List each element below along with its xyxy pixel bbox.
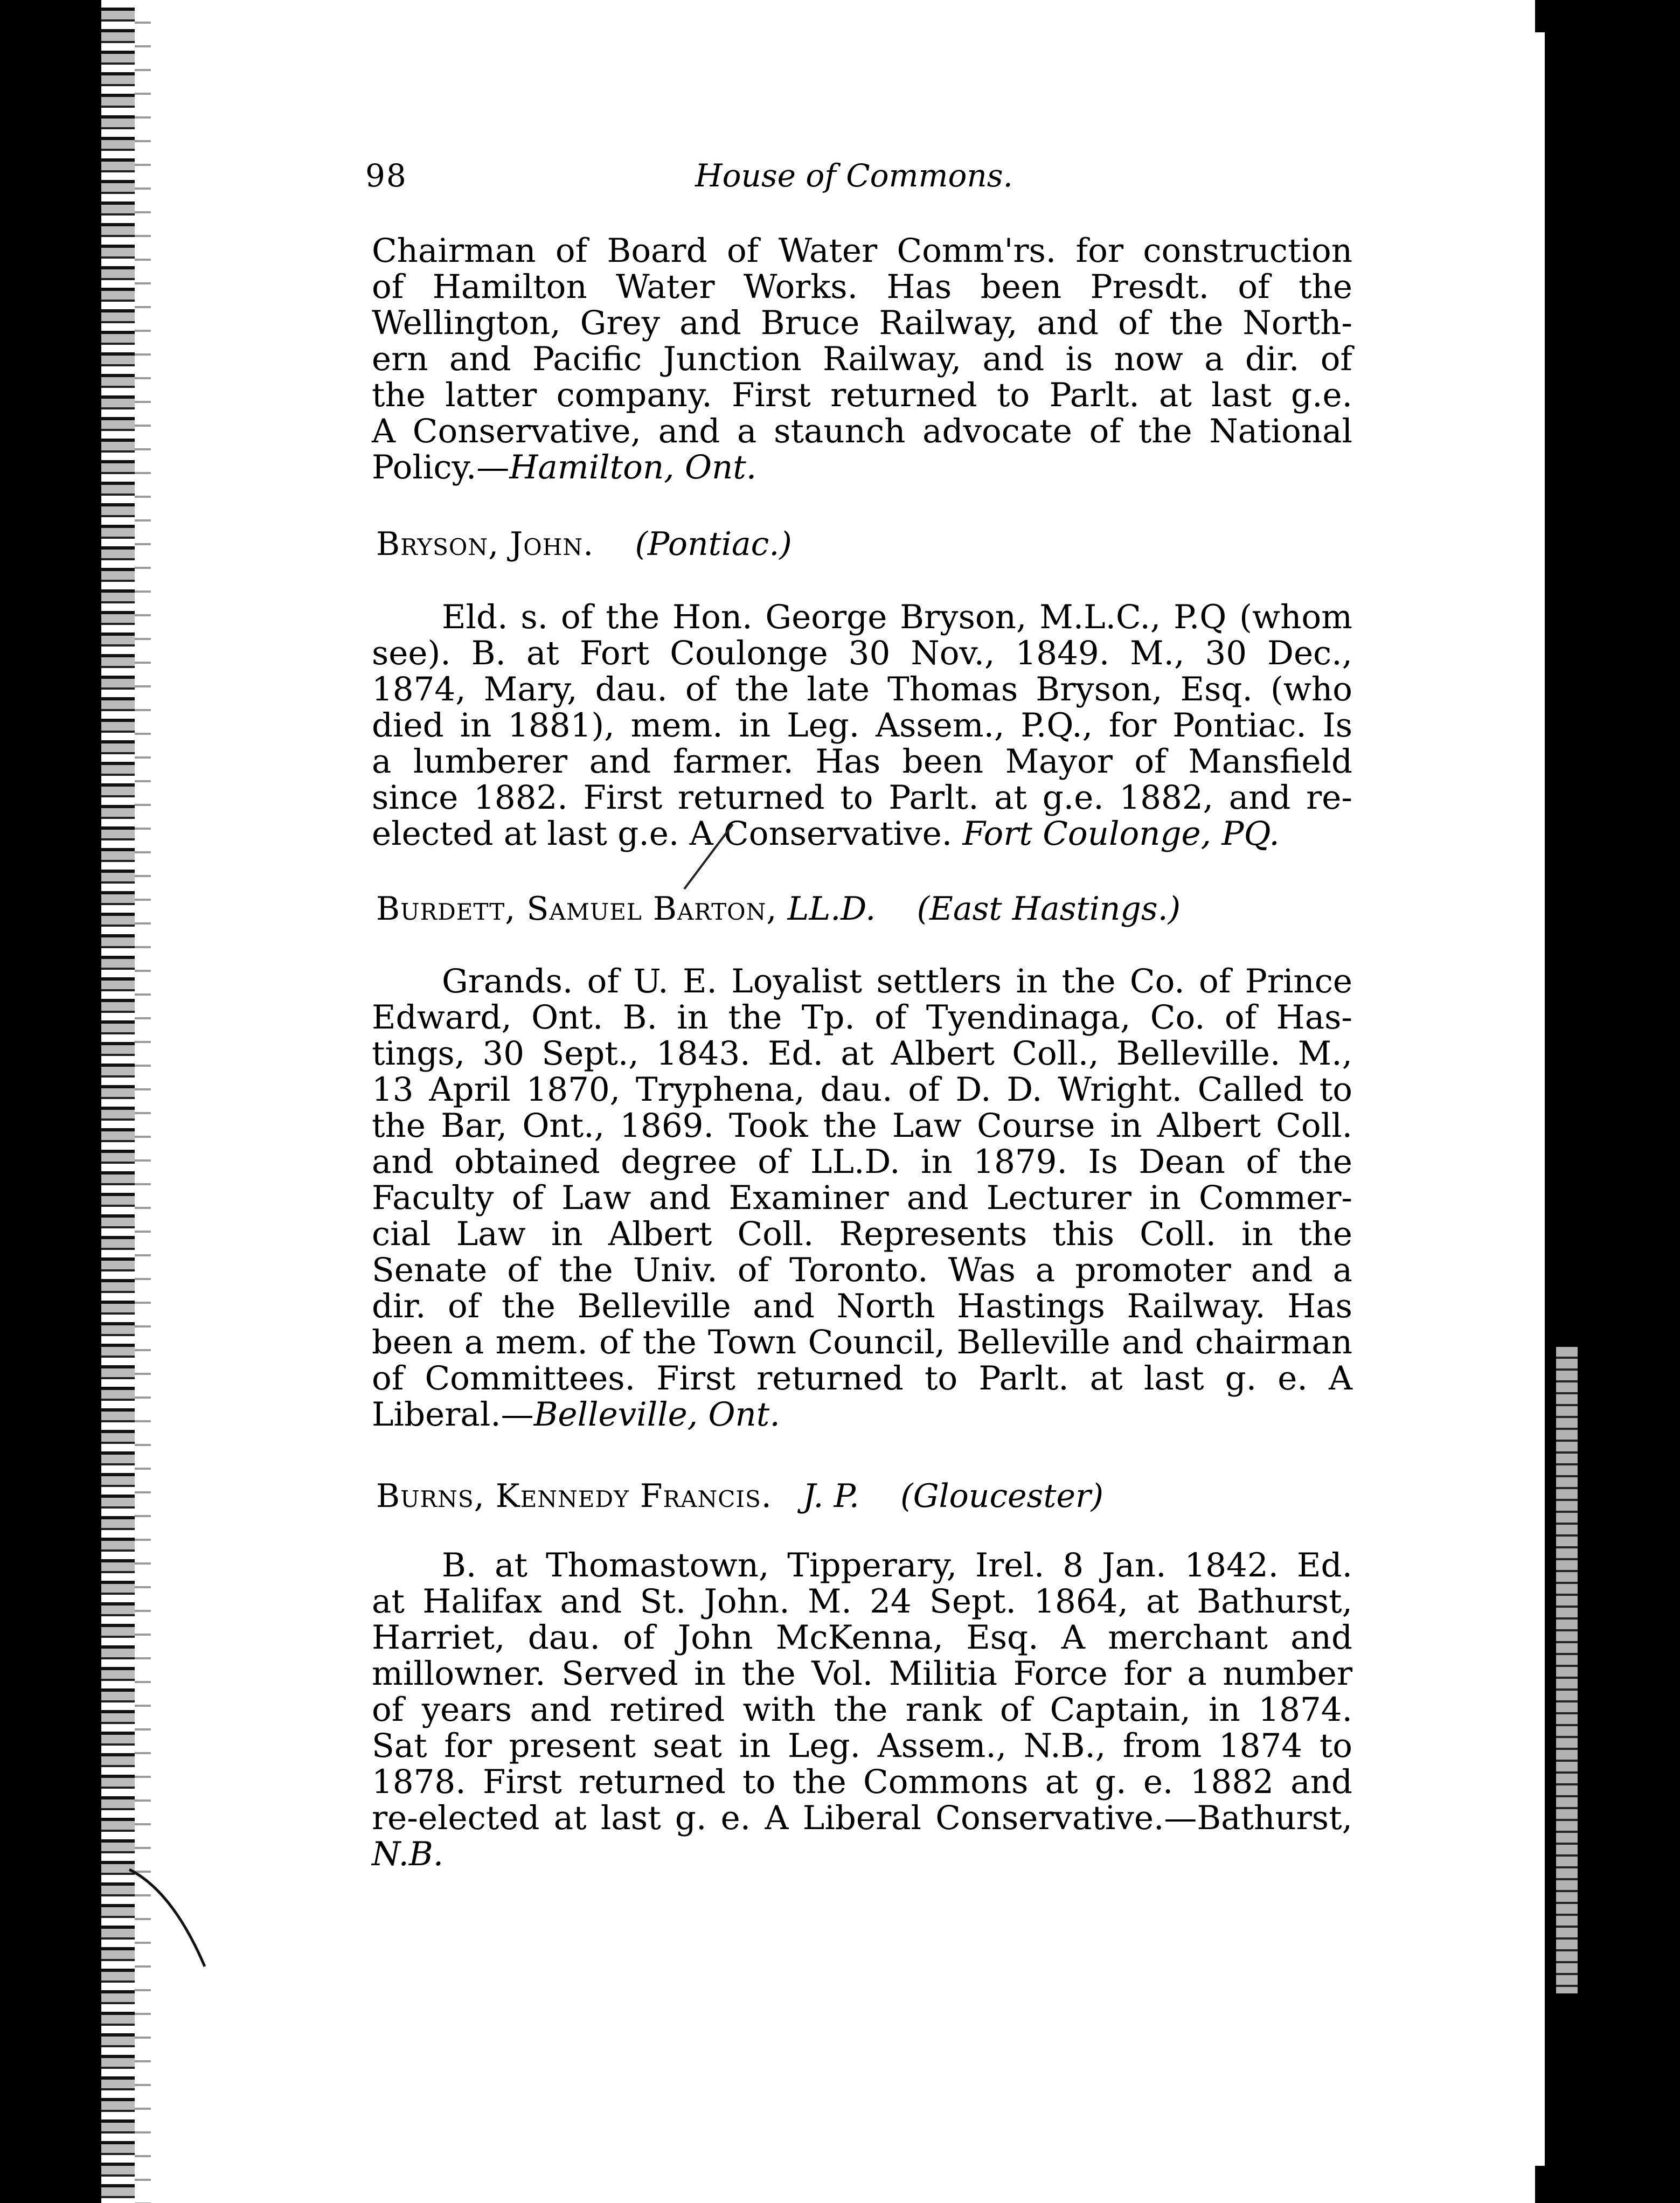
text-line: Harriet, dau. of John McKenna, Esq. A merchant and (372, 1618, 1352, 1657)
text-line: 1878. First returned to the Commons at g. e. 1882 and (372, 1763, 1352, 1801)
text-line: 13 April 1870, Tryphena, dau. of D. D. Wright. Called to (372, 1071, 1352, 1109)
text-line: Sat for present seat in Leg. Assem., N.B., from 1874 to (372, 1727, 1352, 1765)
text-line: A Conservative, and a staunch advocate of the National (372, 412, 1352, 450)
entry-heading (376, 1477, 1103, 1515)
degree: LL.D. (787, 890, 876, 928)
text-line: a lumberer and farmer. Has been Mayor of Mansfield (372, 742, 1352, 781)
text-line-last (372, 1836, 1352, 1872)
text-line-last: Policy.—Hamilton, Ont. (372, 448, 757, 487)
member-name: Bryson, John. (376, 525, 594, 563)
text-line: millowner. Served in the Vol. Militia Force for a number (372, 1655, 1352, 1693)
text-line: Eld. s. of the Hon. George Bryson, M.L.C., P.Q (whom (442, 598, 1352, 636)
margin-stroke-mark (124, 1864, 221, 1972)
member-name: Burns, Kennedy Francis. (376, 1477, 772, 1515)
page-number: 98 (365, 157, 407, 194)
text-line-last: Liberal.—Belleville, Ont. (372, 1395, 780, 1434)
text-line: Grands. of U. E. Loyalist settlers in the Co. of Prince (442, 962, 1352, 1000)
residence: Hamilton, Ont. (509, 448, 757, 487)
adjacent-page-edge (1535, 32, 1545, 2166)
text-line: been a mem. of the Town Council, Belleville and chairman (372, 1323, 1352, 1361)
text-line: of Committees. First returned to Parlt. at last g. e. A (372, 1359, 1352, 1398)
entry-paragraph (372, 599, 1352, 852)
entry-heading (376, 890, 1181, 928)
text-line: Wellington, Grey and Bruce Railway, and of the North- (372, 304, 1352, 342)
text-line: at Halifax and St. John. M. 24 Sept. 1864, at Bathurst, (372, 1582, 1352, 1621)
page-stack-edge (1556, 1347, 1578, 1993)
text-line: see). B. at Fort Coulonge 30 Nov., 1849. M., 30 Dec., (372, 634, 1352, 672)
text-line: and obtained degree of LL.D. in 1879. Is Dean of the (372, 1143, 1352, 1181)
member-name: Burdett, Samuel Barton, (376, 890, 777, 928)
entry-paragraph (372, 963, 1352, 1433)
constituency: (Gloucester) (900, 1477, 1104, 1515)
text-line: tings, 30 Sept., 1843. Ed. at Albert Coll., Belleville. M., (372, 1034, 1352, 1073)
constituency: (Pontiac.) (635, 525, 792, 563)
running-head-title: House of Commons. (695, 157, 1013, 194)
pencil-stroke-mark (674, 819, 738, 894)
residence: Belleville, Ont. (533, 1395, 780, 1434)
text-line: ern and Pacific Junction Railway, and is now a dir. of (372, 340, 1352, 378)
office: J. P. (803, 1477, 859, 1515)
text-line: the Bar, Ont., 1869. Took the Law Course in Albert Coll. (372, 1107, 1352, 1145)
text-line: of Hamilton Water Works. Has been Presdt. of the (372, 268, 1352, 306)
text-line: the latter company. First returned to Parlt. at last g.e. (372, 376, 1352, 414)
text-line: dir. of the Belleville and North Hastings Railway. Has (372, 1287, 1352, 1325)
text-line: died in 1881), mem. in Leg. Assem., P.Q., for Pontiac. Is (372, 706, 1352, 745)
text-line-last: elected at last g.e. A Conservative. Fort Coulonge, PQ. (372, 815, 1280, 853)
text-line: Edward, Ont. B. in the Tp. of Tyendinaga, Co. of Has- (372, 998, 1352, 1037)
text-line: re-elected at last g. e. A Liberal Conservative.—Bathurst, (372, 1799, 1352, 1837)
text-line: Faculty of Law and Examiner and Lecturer in Commer- (372, 1179, 1352, 1217)
text-line: of years and retired with the rank of Captain, in 1874. (372, 1691, 1352, 1729)
constituency: (East Hastings.) (917, 890, 1181, 928)
entry-paragraph (372, 1547, 1352, 1872)
residence: N.B. (372, 1835, 444, 1873)
continued-paragraph (372, 233, 1352, 485)
text-line: 1874, Mary, dau. of the late Thomas Bryson, Esq. (who (372, 670, 1352, 708)
text-line: Chairman of Board of Water Comm'rs. for construction (372, 232, 1352, 270)
text-line: since 1882. First returned to Parlt. at g.e. 1882, and re- (372, 779, 1352, 817)
residence: Fort Coulonge, PQ. (962, 815, 1280, 853)
text-line: cial Law in Albert Coll. Represents this Coll. in the (372, 1215, 1352, 1253)
text-line: Senate of the Univ. of Toronto. Was a promoter and a (372, 1251, 1352, 1289)
running-header (365, 157, 1023, 200)
text-line: B. at Thomastown, Tipperary, Irel. 8 Jan. 1842. Ed. (442, 1546, 1352, 1585)
entry-heading (376, 525, 792, 563)
